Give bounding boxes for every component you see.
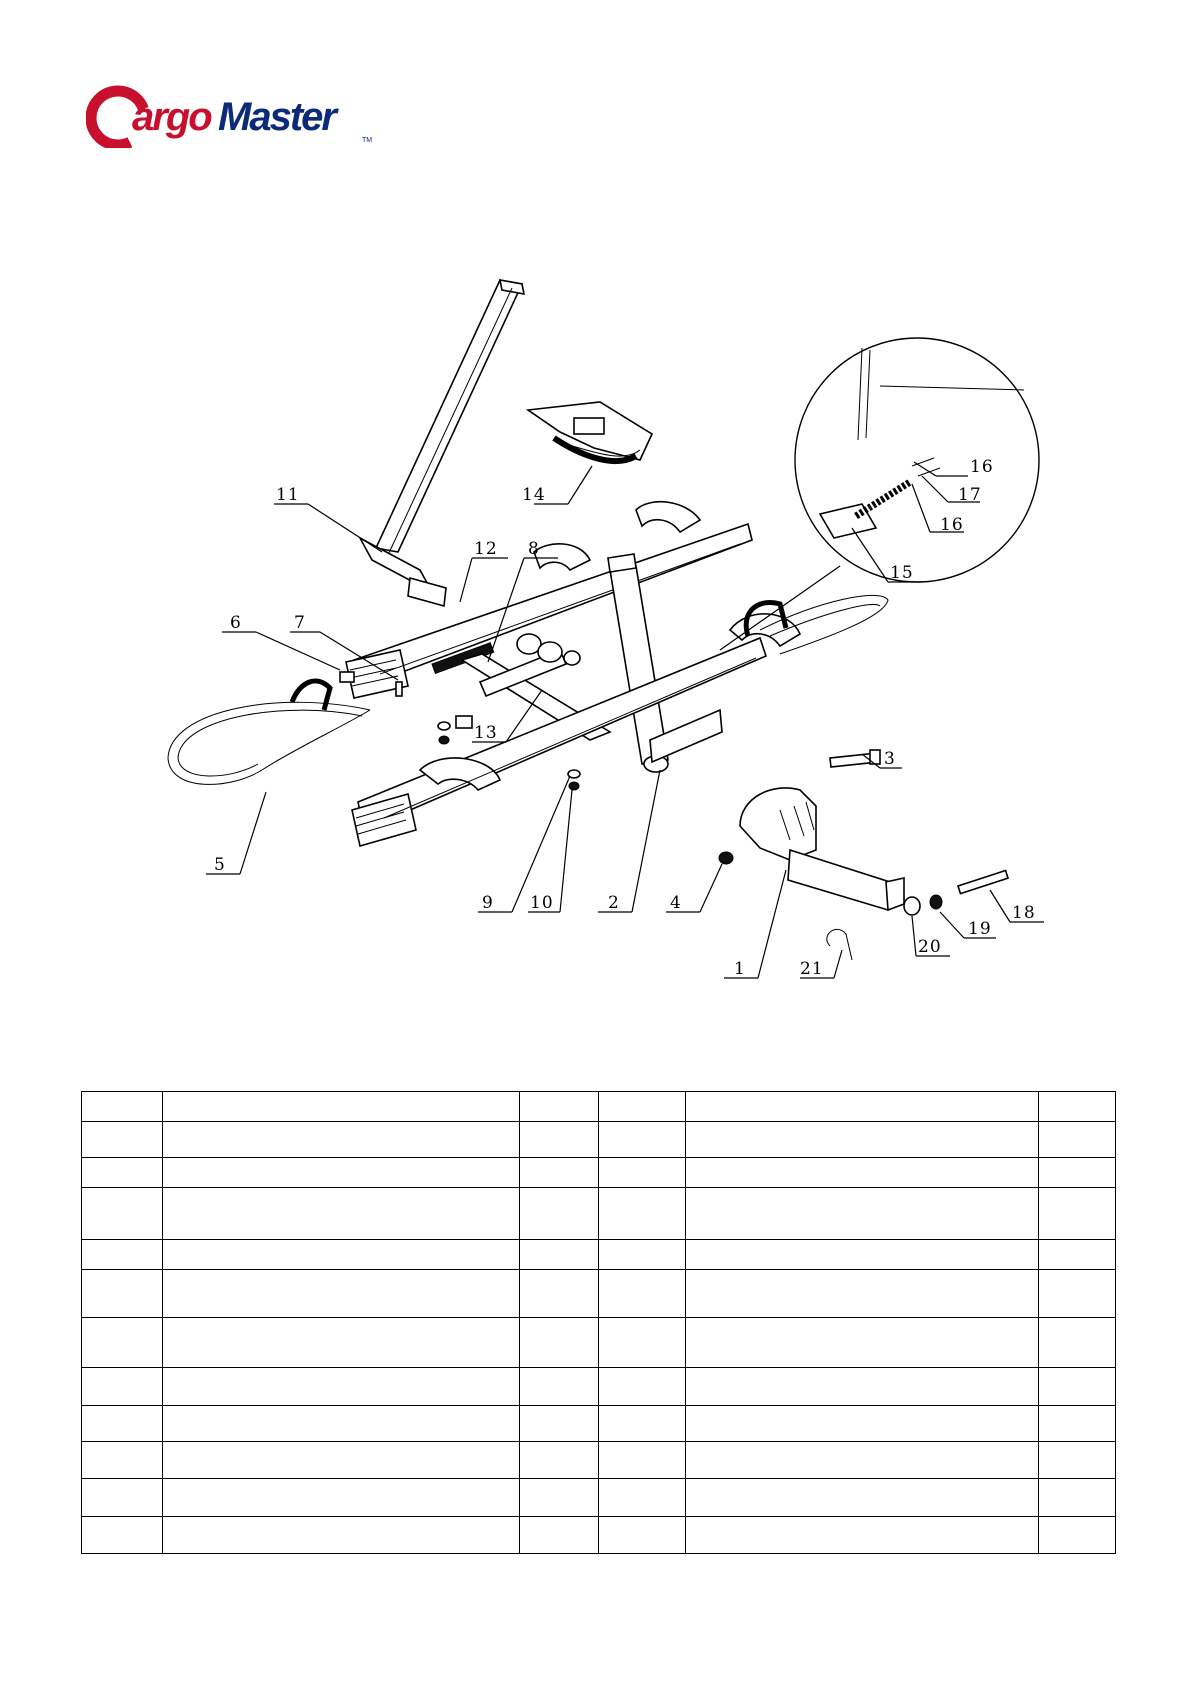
table-cell — [686, 1092, 1039, 1122]
table-cell — [599, 1479, 686, 1517]
table-cell — [686, 1479, 1039, 1517]
callout-16-bottom: 16 — [940, 515, 964, 535]
callout-13: 13 — [474, 723, 498, 743]
table-row — [82, 1270, 1116, 1318]
table-cell — [520, 1368, 599, 1406]
table-cell — [686, 1517, 1039, 1554]
callout-7: 7 — [294, 613, 306, 633]
table-cell — [163, 1368, 520, 1406]
hitch-bracket-part — [740, 788, 904, 910]
table-cell — [82, 1442, 163, 1479]
callout-5: 5 — [214, 855, 226, 875]
table-row — [82, 1368, 1116, 1406]
table-cell — [163, 1092, 520, 1122]
callout-20: 20 — [918, 937, 942, 957]
table-cell — [1039, 1122, 1116, 1158]
logo-lettering-master: Master — [218, 95, 335, 139]
table-cell — [686, 1158, 1039, 1188]
table-cell — [82, 1368, 163, 1406]
table-cell — [520, 1270, 599, 1318]
mast-part — [360, 280, 524, 606]
table-row — [82, 1318, 1116, 1368]
table-cell — [520, 1318, 599, 1368]
table-row — [82, 1092, 1116, 1122]
parts-list-table — [81, 1091, 1116, 1554]
table-cell — [520, 1479, 599, 1517]
table-cell — [599, 1442, 686, 1479]
callout-4: 4 — [670, 893, 682, 913]
table-cell — [520, 1092, 599, 1122]
table-cell — [520, 1158, 599, 1188]
table-row — [82, 1122, 1116, 1158]
table-cell — [82, 1406, 163, 1442]
table-cell — [1039, 1368, 1116, 1406]
table-cell — [82, 1270, 163, 1318]
table-cell — [1039, 1406, 1116, 1442]
callout-17: 17 — [958, 485, 982, 505]
table-cell — [1039, 1092, 1116, 1122]
table-cell — [1039, 1270, 1116, 1318]
table-cell — [599, 1270, 686, 1318]
table-cell — [520, 1240, 599, 1270]
table-cell — [686, 1442, 1039, 1479]
callout-12: 12 — [474, 539, 498, 559]
table-row — [82, 1188, 1116, 1240]
table-cell — [1039, 1188, 1116, 1240]
table-cell — [82, 1318, 163, 1368]
table-cell — [599, 1517, 686, 1554]
callout-21: 21 — [800, 959, 824, 979]
callout-1: 1 — [734, 959, 746, 979]
table-cell — [686, 1270, 1039, 1318]
table-cell — [1039, 1158, 1116, 1188]
table-cell — [163, 1318, 520, 1368]
table-cell — [599, 1368, 686, 1406]
parts-table-body — [82, 1092, 1116, 1554]
table-cell — [163, 1406, 520, 1442]
table-cell — [82, 1122, 163, 1158]
table-cell — [163, 1122, 520, 1158]
table-cell — [163, 1479, 520, 1517]
table-cell — [1039, 1479, 1116, 1517]
table-cell — [1039, 1442, 1116, 1479]
table-cell — [599, 1122, 686, 1158]
table-cell — [686, 1188, 1039, 1240]
exploded-parts-diagram — [0, 270, 1191, 1030]
table-cell — [163, 1188, 520, 1240]
logo-lettering: argo — [132, 95, 211, 139]
table-cell — [82, 1158, 163, 1188]
table-cell — [686, 1240, 1039, 1270]
table-cell — [599, 1240, 686, 1270]
callout-8: 8 — [528, 539, 540, 559]
table-row — [82, 1479, 1116, 1517]
table-cell — [1039, 1240, 1116, 1270]
table-cell — [82, 1517, 163, 1554]
callout-10: 10 — [530, 893, 554, 913]
callout-19: 19 — [968, 919, 992, 939]
callout-14: 14 — [522, 485, 546, 505]
svg-text:TM: TM — [362, 137, 373, 144]
callout-2: 2 — [608, 893, 620, 913]
table-cell — [599, 1406, 686, 1442]
table-cell — [599, 1188, 686, 1240]
table-cell — [82, 1240, 163, 1270]
table-cell — [686, 1318, 1039, 1368]
table-cell — [686, 1122, 1039, 1158]
table-cell — [163, 1270, 520, 1318]
table-cell — [520, 1517, 599, 1554]
hardware-parts — [340, 672, 1008, 960]
table-row — [82, 1517, 1116, 1554]
table-cell — [1039, 1318, 1116, 1368]
callout-15: 15 — [890, 563, 914, 583]
callout-16-top: 16 — [970, 457, 994, 477]
table-row — [82, 1442, 1116, 1479]
table-cell — [82, 1092, 163, 1122]
table-cell — [520, 1188, 599, 1240]
table-cell — [163, 1158, 520, 1188]
callout-6: 6 — [230, 613, 242, 633]
table-cell — [520, 1122, 599, 1158]
table-row — [82, 1240, 1116, 1270]
wheel-cradle-part — [528, 402, 652, 461]
table-cell — [520, 1442, 599, 1479]
table-cell — [599, 1318, 686, 1368]
table-cell — [163, 1240, 520, 1270]
table-cell — [686, 1406, 1039, 1442]
table-cell — [163, 1517, 520, 1554]
table-cell — [599, 1158, 686, 1188]
table-cell — [1039, 1517, 1116, 1554]
cargomaster-logo — [86, 84, 376, 148]
table-cell — [82, 1188, 163, 1240]
callout-18: 18 — [1012, 903, 1036, 923]
callout-9: 9 — [482, 893, 494, 913]
table-row — [82, 1406, 1116, 1442]
table-cell — [163, 1442, 520, 1479]
table-cell — [686, 1368, 1039, 1406]
callout-11: 11 — [276, 485, 300, 505]
callout-3: 3 — [884, 749, 896, 769]
table-row — [82, 1158, 1116, 1188]
table-cell — [520, 1406, 599, 1442]
table-cell — [82, 1479, 163, 1517]
table-cell — [599, 1092, 686, 1122]
